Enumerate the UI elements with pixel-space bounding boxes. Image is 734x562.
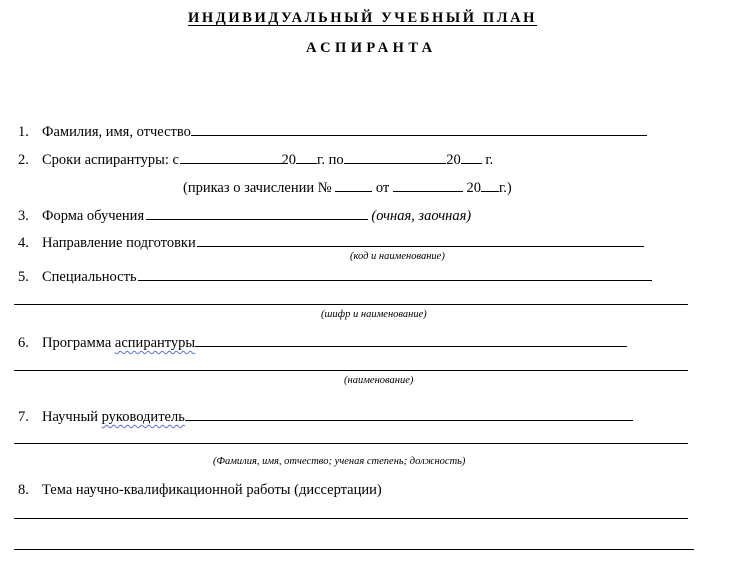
order-number-blank[interactable] [335,177,372,192]
order-year-blank[interactable] [481,177,499,192]
specialty-blank-line-2[interactable] [14,304,688,305]
field-label: Специальность [42,269,137,285]
study-form-blank[interactable] [146,205,368,220]
order-from-label: от [375,180,390,196]
field-study-period [18,149,493,169]
field-number: 2. [18,152,29,168]
field-number: 4. [18,235,29,251]
program-blank[interactable] [195,332,627,347]
field-number: 3. [18,208,29,224]
order-label: (приказ о зачислении № [183,180,332,196]
document-title: ИНДИВИДУАЛЬНЫЙ УЧЕБНЫЙ ПЛАН [188,10,538,26]
full-name-blank[interactable] [191,121,647,136]
order-close: г.) [498,180,512,196]
order-date-blank[interactable] [393,177,463,192]
field-number: 5. [18,269,29,285]
field-label: Тема научно-квалификационной работы (диссертации) [42,482,382,498]
field-full-name [18,121,647,141]
field-label-spellcheck: аспирантуры [114,335,196,351]
enrollment-order [183,177,512,197]
study-form-note: (очная, заочная) [371,208,472,224]
field-label-spellcheck: руководитель [101,409,185,425]
field-label: Форма обучения [42,208,145,224]
field-number: 8. [18,482,29,498]
specialty-blank[interactable] [138,266,652,281]
end-date-blank[interactable] [344,149,446,164]
direction-blank[interactable] [197,232,644,247]
year-prefix: 20 [446,152,461,168]
field-program [18,332,627,352]
field-number: 6. [18,335,29,351]
field-direction [18,232,644,252]
supervisor-blank[interactable] [185,406,633,421]
year-prefix: 20 [281,152,297,168]
field-specialty [18,266,652,286]
field-label: Фамилия, имя, отчество [42,124,191,140]
field-label: Программа [42,335,112,351]
direction-hint: (код и наименование) [350,251,445,262]
year-prefix: 20 [466,180,481,196]
program-hint: (наименование) [344,375,414,386]
document-subtitle: АСПИРАНТА [306,40,437,56]
program-blank-line-2[interactable] [14,370,688,371]
start-year-blank[interactable] [296,149,317,164]
field-number: 1. [18,124,29,140]
field-thesis-topic [18,481,382,499]
field-supervisor [18,406,633,426]
field-study-form [18,205,471,225]
text-year-end: г. [485,152,494,168]
field-number: 7. [18,409,29,425]
field-label: Направление подготовки [42,235,196,251]
thesis-topic-blank-line-2[interactable] [14,549,694,550]
field-label: Сроки аспирантуры: с [42,152,179,168]
thesis-topic-blank-line-1[interactable] [14,518,688,519]
field-label: Научный [42,409,98,425]
end-year-blank[interactable] [461,149,482,164]
supervisor-blank-line-2[interactable] [14,443,688,444]
specialty-hint: (шифр и наименование) [321,309,427,320]
start-date-blank[interactable] [180,149,282,164]
supervisor-hint: (Фамилия, имя, отчество; ученая степень; должность) [213,456,466,467]
text-until: г. по [317,152,344,168]
